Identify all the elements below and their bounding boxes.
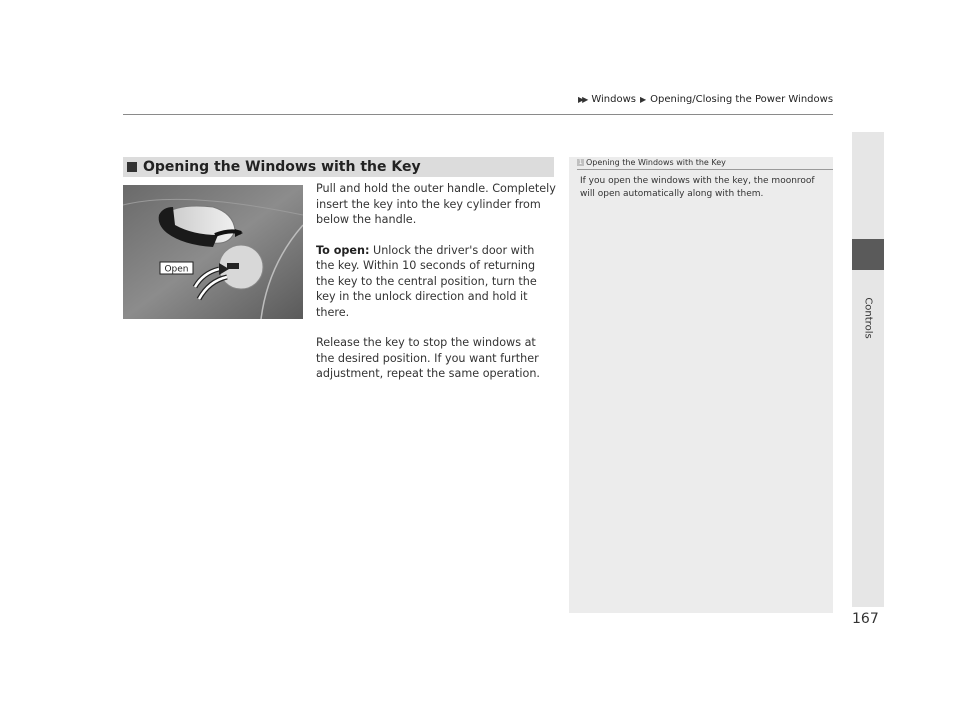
note-title: Opening the Windows with the Key [586,158,726,167]
instruction-paragraph-3: Release the key to stop the windows at the desired position. If you want further adjustment, repeat the same operation. [316,336,540,380]
note-divider [577,169,833,170]
breadcrumb-level-1: Windows [591,94,636,105]
side-tab-label: Controls [862,297,874,339]
breadcrumb-level-2: Opening/Closing the Power Windows [650,94,834,105]
side-tab-marker [852,239,884,270]
to-open-label: To open: [316,243,370,257]
section-header [123,157,554,177]
section-body [316,181,556,397]
header-divider [123,114,833,115]
breadcrumb-arrow-icon: ▶▶ [578,95,587,104]
note-heading [577,158,726,167]
breadcrumb [578,94,834,105]
instruction-paragraph-2 [316,243,556,321]
note-text: If you open the windows with the key, the moonroof will open automatically along with them. [580,176,815,199]
page-number: 167 [852,611,879,627]
instruction-paragraph-1: Pull and hold the outer handle. Completely insert the key into the key cylinder from below the handle. [316,182,556,226]
door-handle-illustration [123,185,303,319]
side-tab [852,132,884,607]
to-open-text: Unlock the driver's door with the key. Within 10 seconds of returning the key to the central position, turn the key in the unlock direction and hold it there. [316,243,537,319]
breadcrumb-separator-icon: ▶ [639,95,647,104]
section-square-icon [127,162,137,172]
note-sidebar [569,157,833,613]
section-title: Opening the Windows with the Key [143,159,421,175]
note-number-badge: 1 [578,159,583,166]
open-callout-label: Open [164,264,189,275]
door-handle-photo [123,185,303,319]
